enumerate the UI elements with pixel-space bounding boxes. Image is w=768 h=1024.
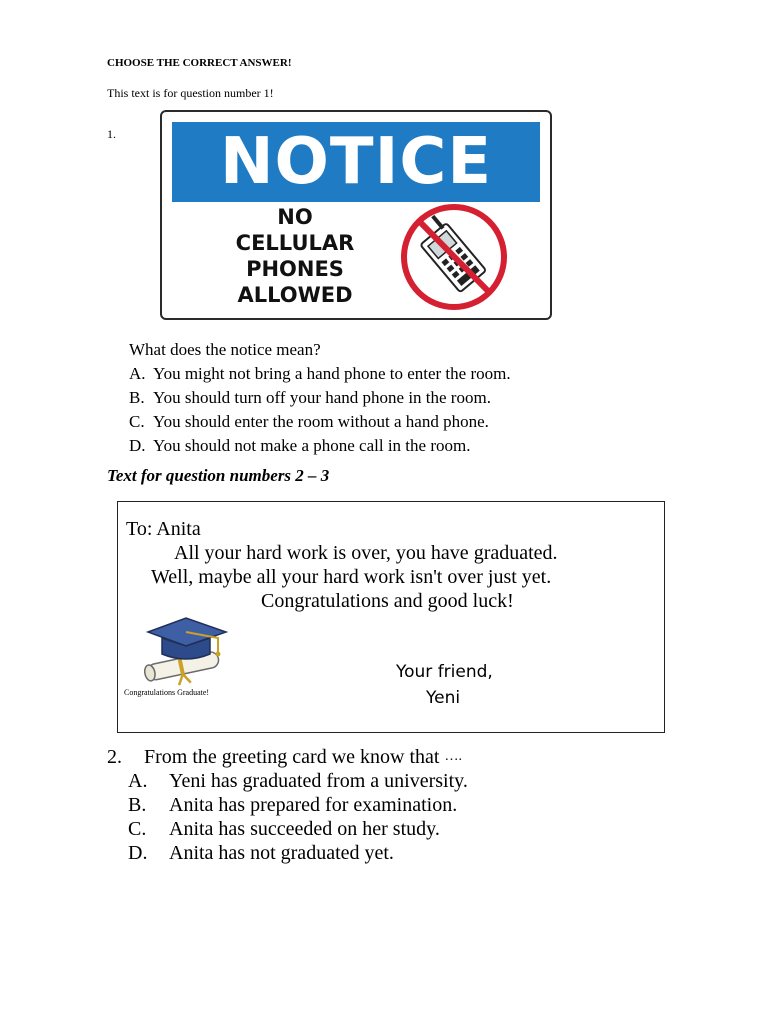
notice-line: ALLOWED xyxy=(237,283,353,307)
option-text: Yeni has graduated from a university. xyxy=(169,770,468,792)
option-text: You should not make a phone call in the room. xyxy=(153,436,471,455)
intro-text: This text is for question number 1! xyxy=(107,86,274,100)
notice-sign xyxy=(160,110,552,320)
answer-option xyxy=(129,410,511,434)
card-message-line: Well, maybe all your hard work isn't over just yet. xyxy=(151,566,552,588)
option-text: Anita has not graduated yet. xyxy=(169,842,394,864)
option-letter: D. xyxy=(128,842,148,864)
graduation-cap-diploma-icon xyxy=(138,612,234,688)
notice-line: CELLULAR xyxy=(235,231,355,255)
section-title: Text for question numbers 2 – 3 xyxy=(107,466,330,485)
card-message-line: All your hard work is over, you have graduated. xyxy=(174,542,558,564)
option-text: You might not bring a hand phone to enter the room. xyxy=(153,364,511,383)
notice-line: PHONES xyxy=(246,257,344,281)
option-text: You should turn off your hand phone in the room. xyxy=(153,388,491,407)
no-cellphone-icon xyxy=(396,198,516,316)
option-letter: C. xyxy=(128,818,147,840)
answer-option xyxy=(128,817,468,841)
answer-option xyxy=(128,769,468,793)
card-signature: Yeni xyxy=(426,688,461,708)
card-closing: Your friend, xyxy=(396,662,493,682)
answer-option xyxy=(129,362,511,386)
question-2-number: 2. xyxy=(107,746,122,768)
question-2-text: From the greeting card we know that xyxy=(144,746,440,768)
option-letter: A. xyxy=(128,770,148,792)
option-letter: C. xyxy=(129,412,145,431)
option-letter: D. xyxy=(129,436,146,455)
answer-option xyxy=(129,386,511,410)
answer-option xyxy=(128,793,468,817)
notice-sign-text xyxy=(210,204,380,308)
option-letter: B. xyxy=(128,794,147,816)
answer-option xyxy=(129,434,511,458)
option-text: Anita has succeeded on her study. xyxy=(169,818,440,840)
question-2 xyxy=(107,745,468,865)
question-1 xyxy=(129,338,511,458)
card-recipient: To: Anita xyxy=(126,518,201,540)
question-2-dots: …. xyxy=(444,749,462,764)
card-message-line: Congratulations and good luck! xyxy=(261,590,514,612)
option-text: Anita has prepared for examination. xyxy=(169,794,458,816)
option-letter: A. xyxy=(129,364,146,383)
question-2-stem xyxy=(107,745,468,769)
option-text: You should enter the room without a hand phone. xyxy=(153,412,489,431)
answer-option xyxy=(128,841,468,865)
question-1-number: 1. xyxy=(107,127,116,141)
greeting-card xyxy=(117,501,665,733)
image-caption: Congratulations Graduate! xyxy=(124,688,210,697)
page-heading: CHOOSE THE CORRECT ANSWER! xyxy=(107,57,292,69)
question-1-text: What does the notice mean? xyxy=(129,340,321,359)
notice-line: NO xyxy=(277,205,313,229)
notice-banner: NOTICE xyxy=(172,122,540,202)
option-letter: B. xyxy=(129,388,145,407)
